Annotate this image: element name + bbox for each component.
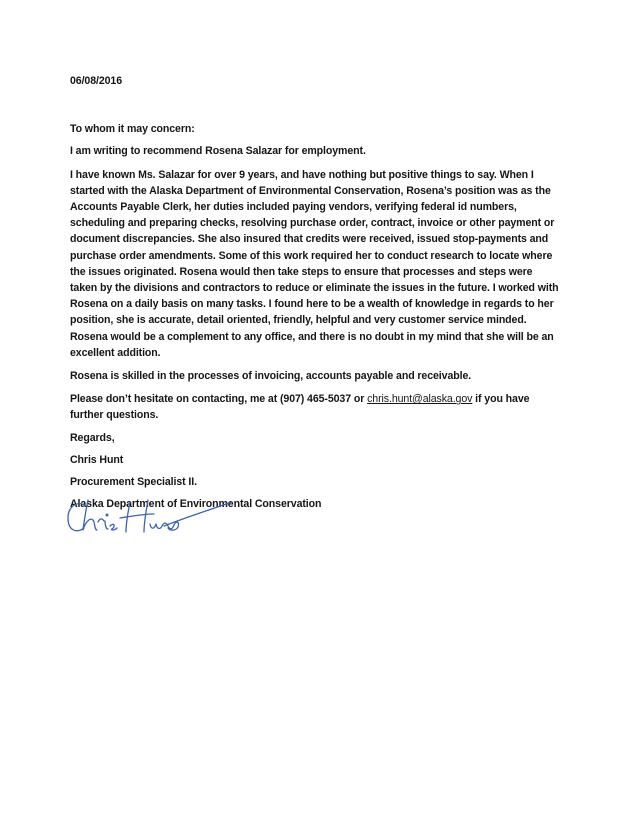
closing: Regards, (70, 431, 115, 444)
signature-strokes (68, 500, 232, 532)
body-paragraph: I have known Ms. Salazar for over 9 years, and have nothing but positive things to say. When I started with the Alaska Department of Environmental Conservation, Rosena’s position was as the Accounts Payable Clerk, her duties included paying vendors, verifying federal id numbers, scheduling and preparing checks, resolving purchase order, contract, invoice or other payment or document discrepancies. She also insured that credits were received, issued stop-payments and purchase order amendments. Some of this work required her to conduct research to locate where the issues originated. Rosena would then take steps to ensure that processes and steps were taken by the divisions and contractors to reduce or eliminate the issues in the future. I worked with Rosena on a daily basis on many tasks. I found here to be a wealth of knowledge in regards to her position, she is accurate, detail oriented, friendly, helpful and very customer service minded. Rosena would be a complement to any office, and there is no doubt in my mind that she will be an excellent addition. (70, 168, 559, 359)
letter-date: 06/08/2016 (70, 75, 123, 87)
skills-paragraph: Rosena is skilled in the processes of invoicing, accounts payable and receivable. (70, 370, 472, 383)
intro-paragraph: I am writing to recommend Rosena Salazar for employment. (70, 145, 366, 158)
signer-title: Procurement Specialist II. (70, 476, 197, 489)
contact-paragraph (70, 391, 560, 423)
handwritten-signature (64, 496, 234, 540)
signer-name: Chris Hunt (70, 453, 124, 466)
letter-body (70, 73, 560, 512)
contact-text-before: Please don’t hesitate on contacting, me at (907) 465-5037 or (70, 393, 368, 406)
signer-organization: Alaska Department of Environmental Conservation (70, 498, 322, 511)
salutation: To whom it may concern: (70, 123, 195, 136)
email-link[interactable]: chris.hunt@alaska.gov (367, 393, 473, 406)
contact-text-after: if you have further questions. (70, 393, 530, 422)
